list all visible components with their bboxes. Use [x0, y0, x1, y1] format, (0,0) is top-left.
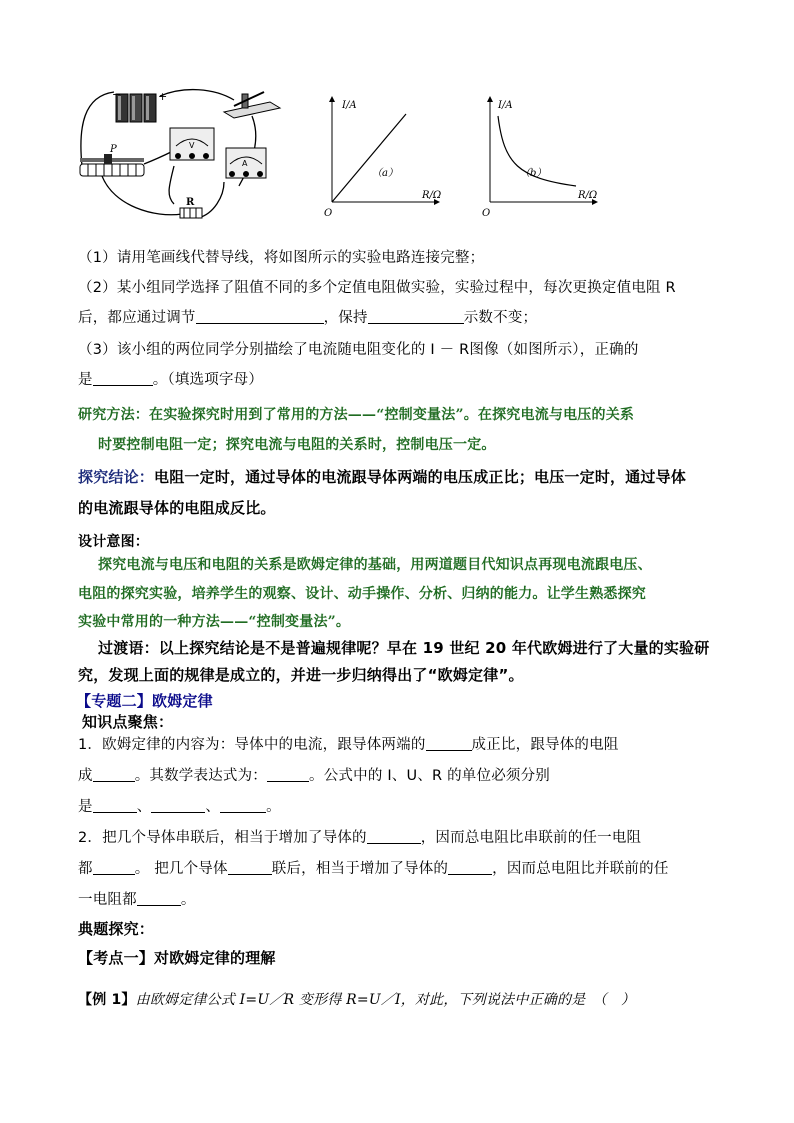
battery-plus-label: + — [158, 90, 168, 103]
graph-b — [480, 94, 604, 220]
battery-minus-label: − — [112, 88, 122, 101]
q3-text-b: 。（填选项字母） — [152, 372, 264, 388]
graph-a-y-label: I/A — [342, 100, 357, 111]
design-line-2: 电阻的探究实验，培养学生的观察、设计、动手操作、分析、归纳的能力。让学生熟悉探究 — [78, 586, 646, 602]
resistor-label: R — [186, 197, 195, 208]
example-1 — [78, 989, 635, 1009]
topic2-p1-line-3 — [78, 795, 281, 816]
p1-text-a: 1．欧姆定律的内容为：导体中的电流，跟导体两端的 — [78, 737, 426, 753]
question-1: （1）请用笔画线代替导线，将如图所示的实验电路连接完整； — [78, 250, 485, 266]
p1-text-h: 、 — [205, 799, 221, 815]
conclusion-text-1: 电阻一定时，通过导体的电流跟导体两端的电压成正比；电压一定时，通过导体 — [154, 468, 687, 486]
examples-heading: 典题探究： — [78, 920, 155, 938]
q3-blank[interactable] — [93, 371, 153, 386]
p1-blank-2[interactable] — [93, 767, 135, 782]
conclusion-line-2: 的电流跟导体的电阻成反比。 — [78, 499, 276, 517]
example-1-label: 【例 1】 — [78, 992, 136, 1008]
p2-text-e: 联后，相当于增加了导体的 — [271, 861, 449, 877]
conclusion-label: 探究结论： — [78, 468, 155, 486]
rheostat-icon — [80, 154, 144, 176]
p1-text-e: 。公式中的 I、U、R 的单位必须分别 — [309, 768, 550, 784]
p2-blank-1[interactable] — [367, 829, 421, 844]
graph-b-y-label: I/A — [498, 100, 513, 111]
p1-text-c: 成 — [78, 768, 93, 784]
p1-text-i: 。 — [266, 799, 281, 815]
p1-text-f: 是 — [78, 799, 93, 815]
graph-b-origin: O — [482, 208, 491, 219]
p1-blank-4[interactable] — [93, 798, 137, 813]
question-2-line-2 — [78, 306, 537, 327]
design-label: 设计意图： — [78, 534, 149, 550]
topic2-heading-text: 【专题二】欧姆定律 — [76, 692, 213, 710]
p2-text-g: 一电阻都 — [78, 892, 137, 908]
q2-blank-1[interactable] — [196, 309, 324, 324]
p1-text-b: 成正比，跟导体的电阻 — [471, 737, 619, 753]
graph-a-origin: O — [324, 208, 333, 219]
graph-b-x-label: R/Ω — [578, 190, 598, 201]
method-line-2: 时要控制电阻一定；探究电流与电阻的关系时，控制电压一定。 — [98, 437, 496, 453]
p1-text-g: 、 — [136, 799, 152, 815]
circuit-diagram — [74, 86, 284, 226]
p2-blank-3[interactable] — [228, 860, 272, 875]
q2-text-a: 后，都应通过调节 — [78, 310, 196, 326]
p1-blank-6[interactable] — [220, 798, 266, 813]
p2-text-h: 。 — [180, 892, 196, 908]
p1-blank-1[interactable] — [426, 736, 472, 751]
graph-b-tag: （b） — [520, 168, 547, 179]
knowledge-focus: 知识点聚焦： — [82, 713, 174, 731]
topic2-p1-line-1 — [78, 733, 619, 754]
design-line-3: 实验中常用的一种方法——“控制变量法”。 — [78, 614, 351, 630]
method-line-1: 研究方法：在实验探究时用到了常用的方法——“控制变量法”。在探究电流与电压的关系 — [78, 407, 635, 423]
conclusion-line-1 — [78, 466, 686, 487]
graph-a — [322, 94, 446, 220]
p2-text-b: ，因而总电阻比串联前的任一电阻 — [420, 830, 642, 846]
p2-blank-4[interactable] — [448, 860, 492, 875]
p1-blank-5[interactable] — [151, 798, 205, 813]
p2-text-f: ，因而总电阻比并联前的任 — [492, 861, 669, 877]
graph-a-x-label: R/Ω — [422, 190, 442, 201]
topic2-heading — [76, 690, 213, 711]
p2-text-d: 。 把几个导体 — [134, 861, 228, 877]
question-2-line-1: （2）某小组同学选择了阻值不同的多个定值电阻做实验，实验过程中，每次更换定值电阻 R — [78, 280, 676, 296]
q2-text-c: 示数不变； — [463, 310, 538, 326]
topic2-p1-line-2 — [78, 764, 550, 785]
q2-text-b: ，保持 — [323, 310, 368, 326]
p1-blank-3[interactable] — [267, 767, 309, 782]
p2-text-a: 2．把几个导体串联后，相当于增加了导体的 — [78, 830, 367, 846]
p2-blank-5[interactable] — [137, 891, 181, 906]
resistor-icon — [180, 208, 202, 218]
q2-blank-2[interactable] — [368, 309, 464, 324]
transition-line-1: 过渡语：以上探究结论是不是普遍规律呢？早在 19 世纪 20 年代欧姆进行了大量的实验研 — [98, 639, 710, 657]
slider-label: P — [110, 144, 117, 155]
topic2-p2-line-1 — [78, 826, 641, 847]
q3-text-a: 是 — [78, 372, 93, 388]
topic2-p2-line-3 — [78, 888, 196, 909]
ammeter-label: A — [242, 159, 248, 168]
graph-a-tag: （a） — [372, 168, 398, 179]
question-3-line-1: （3）该小组的两位同学分别描绘了电流随电阻变化的 I － R图像（如图所示），正确的 — [78, 342, 639, 358]
question-3-line-2 — [78, 368, 263, 389]
voltmeter-label: V — [189, 141, 195, 150]
p2-text-c: 都 — [78, 861, 93, 877]
example-1-text: 由欧姆定律公式 I=U／R 变形得 R=U／I，对此，下列说法中正确的是 （ ） — [135, 992, 636, 1008]
design-line-1: 探究电流与电压和电阻的关系是欧姆定律的基础，用两道题目代知识点再现电流跟电压、 — [98, 557, 652, 573]
p2-blank-2[interactable] — [93, 860, 135, 875]
switch-icon — [224, 92, 280, 118]
p1-text-d: 。其数学表达式为： — [134, 768, 268, 784]
exam-point-1: 【考点一】对欧姆定律的理解 — [78, 949, 276, 967]
topic2-p2-line-2 — [78, 857, 669, 878]
battery-icon — [116, 94, 156, 122]
transition-line-2: 究，发现上面的规律是成立的，并进一步归纳得出了“欧姆定律”。 — [78, 666, 524, 684]
